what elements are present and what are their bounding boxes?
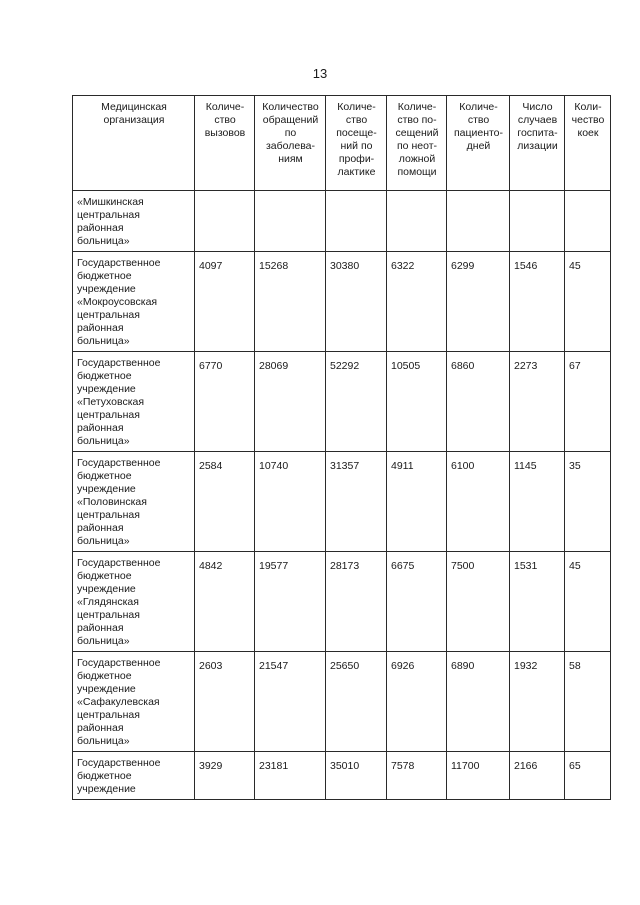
beds-cell: 45 bbox=[565, 552, 611, 652]
emergency-visits-cell: 6675 bbox=[387, 552, 447, 652]
hospitalizations-cell: 1145 bbox=[510, 452, 565, 552]
disease-visits-cell bbox=[255, 191, 326, 252]
organization-cell: Государственное бюджетное учреждение «Сафакулевская центральная районная больница» bbox=[73, 652, 195, 752]
preventive-visits-cell bbox=[326, 191, 387, 252]
calls-cell: 2584 bbox=[195, 452, 255, 552]
calls-cell: 4097 bbox=[195, 252, 255, 352]
column-header-patient-days: Количе- ство пациенто- дней bbox=[447, 96, 510, 191]
column-header-calls: Количе- ство вызовов bbox=[195, 96, 255, 191]
hospitalizations-cell: 1932 bbox=[510, 652, 565, 752]
preventive-visits-cell: 35010 bbox=[326, 752, 387, 800]
disease-visits-cell: 10740 bbox=[255, 452, 326, 552]
preventive-visits-cell: 28173 bbox=[326, 552, 387, 652]
calls-cell: 3929 bbox=[195, 752, 255, 800]
beds-cell: 58 bbox=[565, 652, 611, 752]
disease-visits-cell: 21547 bbox=[255, 652, 326, 752]
column-header-disease-visits: Количество обращений по заболева- ниям bbox=[255, 96, 326, 191]
table-header-row bbox=[73, 96, 611, 191]
hospitalizations-cell bbox=[510, 191, 565, 252]
column-header-hospitalizations: Число случаев госпита- лизации bbox=[510, 96, 565, 191]
calls-cell bbox=[195, 191, 255, 252]
beds-cell: 45 bbox=[565, 252, 611, 352]
table-row bbox=[73, 252, 611, 352]
organization-cell: Государственное бюджетное учреждение «Глядянская центральная районная больница» bbox=[73, 552, 195, 652]
calls-cell: 4842 bbox=[195, 552, 255, 652]
table-row bbox=[73, 352, 611, 452]
organization-cell: Государственное бюджетное учреждение «Половинская центральная районная больница» bbox=[73, 452, 195, 552]
column-header-emergency-visits: Количе- ство по- сещений по неот- ложной помощи bbox=[387, 96, 447, 191]
disease-visits-cell: 28069 bbox=[255, 352, 326, 452]
table-row bbox=[73, 191, 611, 252]
page-number: 13 bbox=[312, 66, 328, 81]
hospitalizations-cell: 1531 bbox=[510, 552, 565, 652]
column-header-beds: Коли- чество коек bbox=[565, 96, 611, 191]
patient-days-cell: 11700 bbox=[447, 752, 510, 800]
patient-days-cell bbox=[447, 191, 510, 252]
disease-visits-cell: 15268 bbox=[255, 252, 326, 352]
hospitalizations-cell: 2273 bbox=[510, 352, 565, 452]
beds-cell: 65 bbox=[565, 752, 611, 800]
emergency-visits-cell: 10505 bbox=[387, 352, 447, 452]
table-row bbox=[73, 452, 611, 552]
preventive-visits-cell: 25650 bbox=[326, 652, 387, 752]
patient-days-cell: 6890 bbox=[447, 652, 510, 752]
preventive-visits-cell: 31357 bbox=[326, 452, 387, 552]
column-header-organization: Медицинская организация bbox=[73, 96, 195, 191]
emergency-visits-cell: 6926 bbox=[387, 652, 447, 752]
hospitalizations-cell: 1546 bbox=[510, 252, 565, 352]
emergency-visits-cell: 7578 bbox=[387, 752, 447, 800]
disease-visits-cell: 23181 bbox=[255, 752, 326, 800]
hospital-statistics-table bbox=[72, 95, 611, 800]
organization-cell: Государственное бюджетное учреждение «Мокроусовская центральная районная больница» bbox=[73, 252, 195, 352]
column-header-preventive-visits: Количе- ство посеще- ний по профи- лактике bbox=[326, 96, 387, 191]
organization-cell: Государственное бюджетное учреждение bbox=[73, 752, 195, 800]
hospitalizations-cell: 2166 bbox=[510, 752, 565, 800]
table-row bbox=[73, 652, 611, 752]
patient-days-cell: 6100 bbox=[447, 452, 510, 552]
emergency-visits-cell bbox=[387, 191, 447, 252]
preventive-visits-cell: 30380 bbox=[326, 252, 387, 352]
patient-days-cell: 6860 bbox=[447, 352, 510, 452]
table-row bbox=[73, 752, 611, 800]
calls-cell: 6770 bbox=[195, 352, 255, 452]
emergency-visits-cell: 6322 bbox=[387, 252, 447, 352]
beds-cell bbox=[565, 191, 611, 252]
calls-cell: 2603 bbox=[195, 652, 255, 752]
preventive-visits-cell: 52292 bbox=[326, 352, 387, 452]
patient-days-cell: 6299 bbox=[447, 252, 510, 352]
organization-cell: Государственное бюджетное учреждение «Петуховская центральная районная больница» bbox=[73, 352, 195, 452]
emergency-visits-cell: 4911 bbox=[387, 452, 447, 552]
organization-cell: «Мишкинская центральная районная больница» bbox=[73, 191, 195, 252]
disease-visits-cell: 19577 bbox=[255, 552, 326, 652]
beds-cell: 35 bbox=[565, 452, 611, 552]
table-row bbox=[73, 552, 611, 652]
beds-cell: 67 bbox=[565, 352, 611, 452]
patient-days-cell: 7500 bbox=[447, 552, 510, 652]
